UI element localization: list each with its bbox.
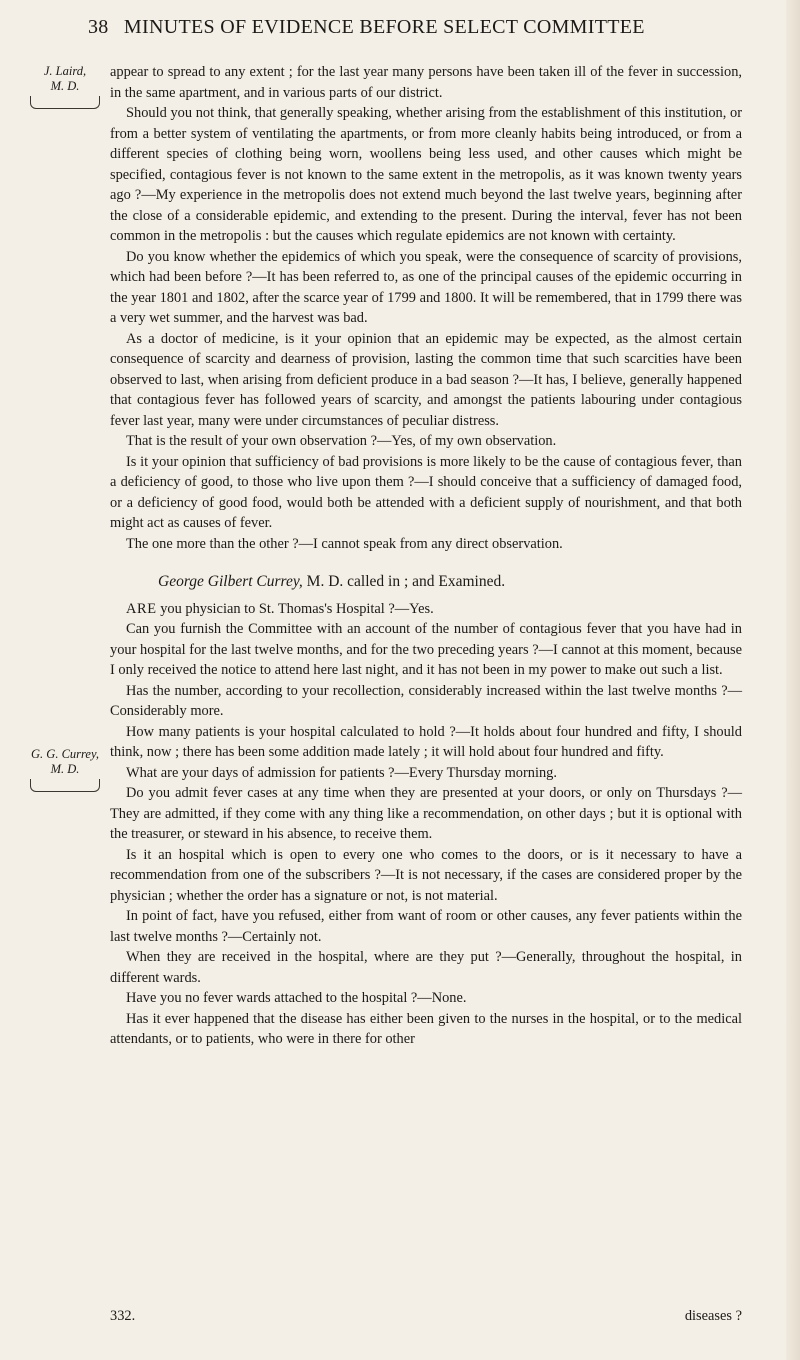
margin-note-currey [30, 747, 100, 792]
paragraph [110, 599, 742, 620]
page-title: MINUTES OF EVIDENCE BEFORE SELECT COMMITTEE [123, 16, 645, 38]
opening-text: you physician to St. Thomas's Hospital ?—Yes. [156, 600, 434, 617]
paragraph: When they are received in the hospital, where are they put ?—Generally, throughout the hospital, in different wards. [110, 949, 742, 986]
margin-note-line: J. Laird, [43, 64, 87, 78]
paragraph: Has it ever happened that the disease has either been given to the nurses in the hospital, or to the medical attendants, or to patients, who were in there for other [110, 1010, 742, 1047]
margin-brace [30, 779, 100, 792]
paragraph: Have you no fever wards attached to the hospital ?—None. [126, 990, 467, 1006]
margin-note-line: M. D. [50, 762, 80, 776]
paragraph: Should you not think, that generally speaking, whether arising from the establishment of this institution, or from a better system of ventilating the apartments, or from more cleanly habits being introduced, or from a different species of clothing being worn, woollens being less used, and other causes which might be specified, contagious fever is not known to the same extent in the metropolis, as it was known twenty years ago ?—My experience in the metropolis does not extend much beyond the last twelve years, beginning after the close of a considerable epidemic, and extending to the present. During the interval, fever has not been common in the metropolis : but the causes which regulate epidemics are not known with certainty. [110, 105, 742, 244]
running-header [88, 16, 645, 39]
paragraph: appear to spread to any extent ; for the last year many persons have been taken ill of the fever in succession, in the same apartment, and in various parts of our district. [110, 64, 742, 101]
catchword: diseases ? [684, 1308, 742, 1324]
page-footer [110, 1308, 742, 1325]
body-text [110, 62, 742, 1050]
witness-name: George Gilbert Currey, [158, 573, 303, 590]
paragraph: Is it your opinion that sufficiency of bad provisions is more likely to be the cause of contagious fever, than a deficiency of good, to those who live upon them ?—I should conceive that a sufficiency of damaged food, or a deficiency of good food, would both be attended with a deficient supply of nourishment, and that both might act as causes of fever. [110, 453, 742, 531]
paragraph: That is the result of your own observation ?—Yes, of my own observation. [126, 433, 557, 449]
paragraph: As a doctor of medicine, is it your opinion that an epidemic may be expected, as the almost certain consequence of scarcity and dearness of provision, lasting the common time that such scarcities have been observed to last, when arising from deficient produce in a bad season ?—It has, I believe, generally happened that contagious fever has followed years of scarcity, and amongst the patients labouring under contagious fever last year, many were under circumstances of peculiar distress. [110, 330, 742, 429]
paragraph: Has the number, according to your recollection, considerably increased within the last twelve months ?—Considerably more. [110, 682, 742, 719]
paragraph: In point of fact, have you refused, either from want of room or other causes, any fever patients within the last twelve months ?—Certainly not. [110, 908, 742, 945]
signature-mark: 332. [110, 1308, 136, 1324]
margin-note-laird [30, 64, 100, 109]
paragraph: The one more than the other ?—I cannot speak from any direct observation. [126, 535, 563, 552]
paragraph: What are your days of admission for patients ?—Every Thursday morning. [126, 764, 557, 781]
witness-heading-rest: M. D. called in ; and Examined. [302, 573, 506, 590]
opening-word: ARE [126, 600, 157, 617]
paragraph: Is it an hospital which is open to every one who comes to the doors, or is it necessary to have a recommendation from one of the subscribers ?—It is not necessary, if the cases are considered proper by the physician ; whether the order has a signature or not, is not material. [110, 846, 742, 904]
margin-brace [30, 96, 100, 109]
margin-note-line: G. G. Currey, [31, 747, 99, 761]
paragraph: Do you admit fever cases at any time when they are presented at your doors, or only on Thursdays ?—They are admitted, if they come with any thing like a recommendation, on other days ; but it is optional with the treasurer, or steward in his absence, to receive them. [110, 785, 742, 842]
page-number: 38 [88, 16, 109, 38]
paragraph: Can you furnish the Committee with an account of the number of contagious fever that you have had in your hospital for the last twelve months, and for the two preceding years ?—I cannot at this moment, because I only received the notice to attend here last night, and it has not been in my power to make out such a list. [110, 621, 742, 678]
paragraph: Do you know whether the epidemics of which you speak, were the consequence of scarcity of provisions, which had been before ?—It has been referred to, as one of the principal causes of the epidemic occurring in the year 1801 and 1802, after the scarce year of 1799 and 1800. It will be remembered, that in 1799 there was a very wet summer, and the harvest was bad. [110, 248, 742, 326]
margin-note-line: M. D. [50, 79, 80, 93]
witness-heading [110, 572, 742, 593]
paragraph: How many patients is your hospital calculated to hold ?—It holds about four hundred and fifty, I should think, now ; there has been some addition made lately ; it will hold about four hundred and fifty. [110, 723, 742, 760]
page-edge [786, 0, 800, 1360]
